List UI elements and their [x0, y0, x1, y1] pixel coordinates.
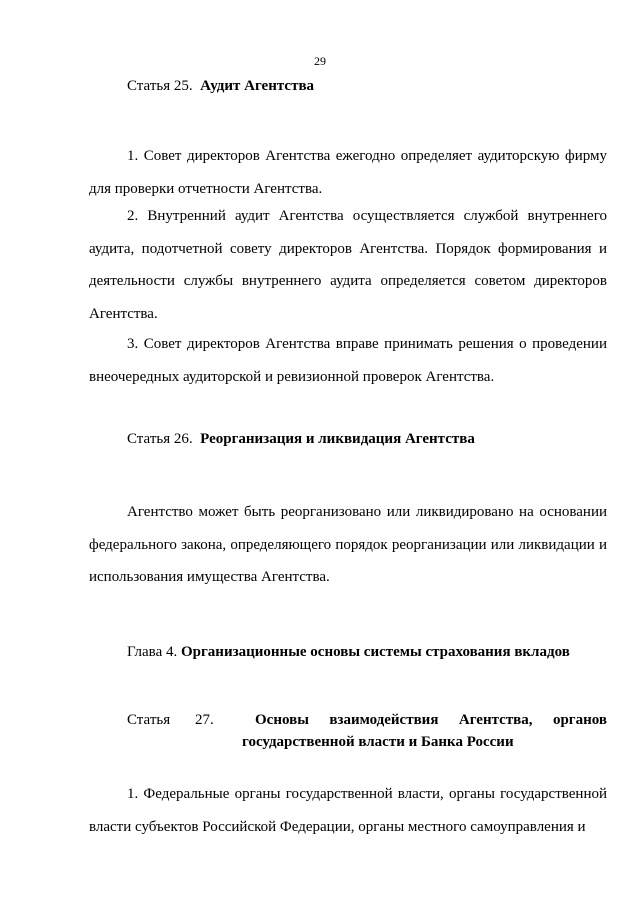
article-25-prefix: Статья 25. [127, 78, 193, 94]
article-27-title-word: органов [552, 712, 607, 728]
article-27-paragraph: 1. Федеральные органы государственной власти, органы государственной власти субъектов Российской Федерации, органы местного самоуправления и [89, 786, 607, 835]
article-26-heading [127, 431, 475, 448]
article-27-title-word: Агентства, [458, 712, 533, 728]
article-25-paragraph-2: 2. Внутренний аудит Агентства осуществляется службой внутреннего аудита, подотчетной совету директоров Агентства. Порядок формирования и деятельности службы внутреннего аудита определяется советом директоров Агентства. [89, 208, 607, 322]
chapter-4-title: Организационные основы системы страхования вкладов [180, 644, 570, 660]
article-27-number: 27. [195, 712, 214, 728]
article-27-title-line-1 [255, 712, 607, 729]
article-27-heading [127, 712, 607, 752]
article-26-prefix: Статья 26. [127, 431, 193, 447]
article-25-paragraph-1: 1. Совет директоров Агентства ежегодно определяет аудиторскую фирму для проверки отчетности Агентства. [89, 148, 607, 197]
article-27-title-word: взаимодействия [329, 712, 439, 728]
article-26-paragraph: Агентство может быть реорганизовано или ликвидировано на основании федерального закона, определяющего порядок реорганизации или ликвидации и использования имущества Агентства. [89, 504, 607, 585]
article-26-title: Реорганизация и ликвидация Агентства [200, 431, 475, 447]
article-25-title: Аудит Агентства [200, 78, 315, 94]
article-27-title-word: Основы [255, 712, 309, 728]
article-25-paragraph-3: 3. Совет директоров Агентства вправе принимать решения о проведении внеочередных аудиторской и ревизионной проверок Агентства. [89, 336, 607, 385]
chapter-4-heading [127, 644, 570, 661]
article-25-heading [127, 78, 314, 95]
chapter-4-prefix: Глава 4. [127, 644, 178, 660]
page-number: 29 [314, 54, 326, 68]
article-27-label: Статья [127, 712, 171, 728]
article-27-title-line-2: государственной власти и Банка России [242, 734, 514, 750]
